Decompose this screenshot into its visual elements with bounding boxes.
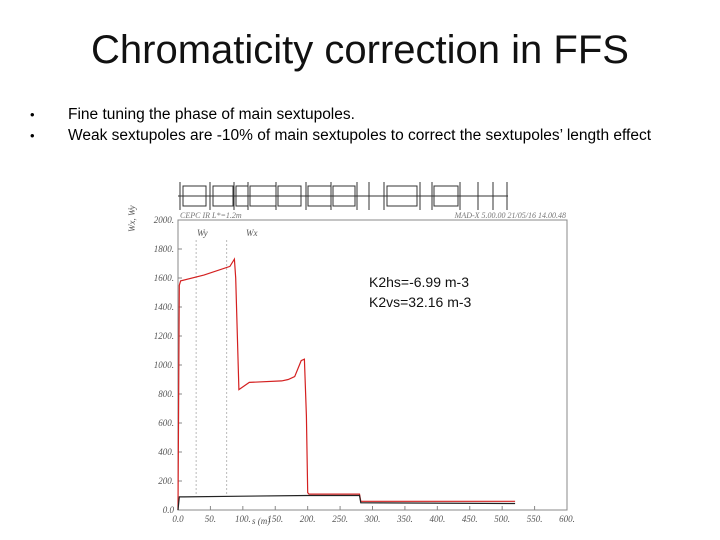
bullet-text: Fine tuning the phase of main sextupoles. <box>68 106 355 123</box>
annotation-k2vs: K2vs=32.16 m-3 <box>369 294 472 310</box>
y-tick-label: 2000. <box>153 215 174 225</box>
x-tick-label: 300. <box>364 514 381 524</box>
annotation-k2hs: K2hs=-6.99 m-3 <box>369 274 469 290</box>
x-tick-label: 550. <box>526 514 543 524</box>
y-tick-label: 1000. <box>153 360 174 370</box>
slide-title: Chromaticity correction in FFS <box>91 28 629 72</box>
y-tick-label: 1600. <box>153 273 174 283</box>
bullet-text: Weak sextupoles are -10% of main sextupoles to correct the sextupoles’ length effect <box>68 127 652 144</box>
y-tick-label: 600. <box>158 418 174 428</box>
marker-wy: Wy <box>197 228 208 238</box>
x-tick-label: 150. <box>267 514 284 524</box>
y-tick-label: 1800. <box>153 244 174 254</box>
series-line-wy <box>178 496 515 511</box>
x-tick-label: 450. <box>461 514 478 524</box>
x-axis-label: s (m) <box>252 516 271 526</box>
y-tick-label: 200. <box>158 476 174 486</box>
bullet-marker: • <box>30 128 35 143</box>
y-tick-label: 1400. <box>153 302 174 312</box>
x-tick-label: 350. <box>397 514 413 524</box>
x-tick-labels <box>172 506 575 524</box>
marker-wx: Wx <box>246 228 258 238</box>
x-tick-label: 200. <box>299 514 316 524</box>
sextupole-guides <box>196 240 226 496</box>
x-tick-label: 0.0 <box>172 514 184 524</box>
x-tick-label: 600. <box>559 514 575 524</box>
x-tick-label: 400. <box>429 514 446 524</box>
x-tick-label: 500. <box>494 514 511 524</box>
lattice-layout-strip <box>178 182 508 210</box>
plot-frame <box>178 220 567 510</box>
chart-header-left: CEPC IR L*=1.2m <box>180 211 242 220</box>
y-tick-label: 800. <box>158 389 174 399</box>
bullet-marker: • <box>30 107 35 122</box>
x-tick-label: 100. <box>234 514 251 524</box>
y-tick-label: 0.0 <box>162 505 174 515</box>
x-tick-label: 250. <box>332 514 348 524</box>
x-tick-label: 50. <box>204 514 217 524</box>
chart-header-right: MAD-X 5.00.00 21/05/16 14.00.48 <box>454 211 566 220</box>
y-axis-label: Wx, Wy <box>127 205 137 232</box>
y-tick-label: 400. <box>158 447 174 457</box>
y-tick-label: 1200. <box>153 331 174 341</box>
